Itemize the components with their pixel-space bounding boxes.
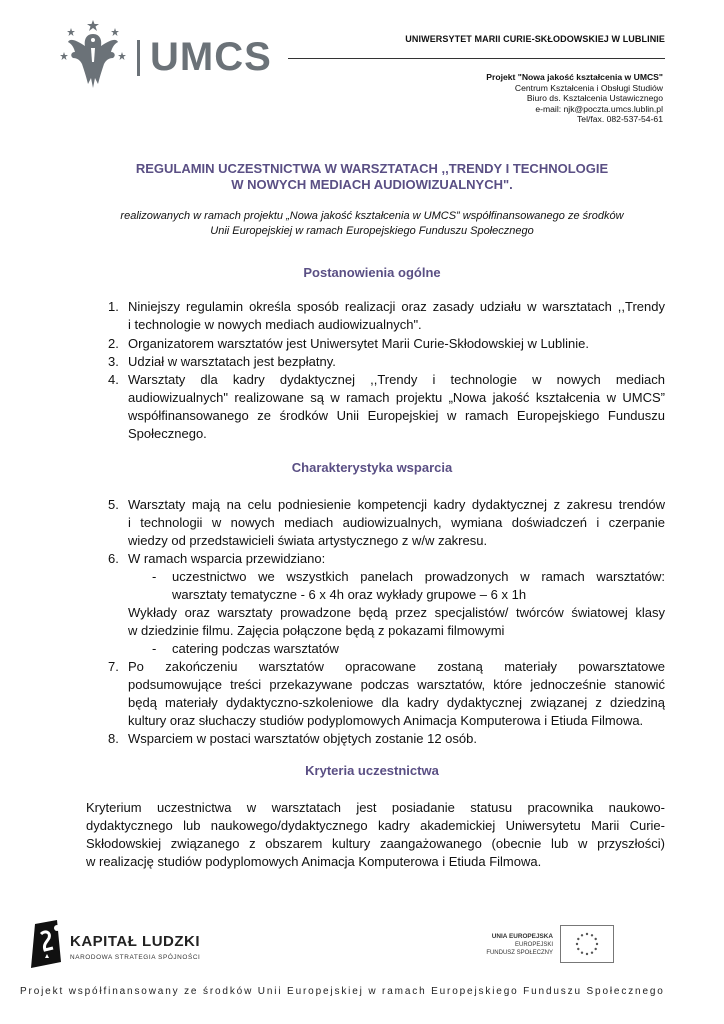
eu-label-line-1: UNIA EUROPEJSKA xyxy=(491,933,553,940)
item-6-dash1-line-1: uczestnictwo we wszystkich panelach prowadzonych w ramach warsztatów: xyxy=(172,569,665,584)
footer-note: Projekt współfinansowany ze środków Unii Europejskiej w ramach Europejskiego Funduszu Społecznego xyxy=(20,986,665,997)
eu-flag-icon xyxy=(560,925,614,963)
title-line-1: REGULAMIN UCZESTNICTWA W WARSZTATACH ,,TRENDY I TECHNOLOGIE xyxy=(135,161,609,176)
item-5-line-1: Warsztaty mają na celu podniesienie kompetencji kadry dydaktycznej z zakresu trendów xyxy=(128,497,665,512)
eu-label-line-2: EUROPEJSKI xyxy=(514,942,553,948)
item-number: 6. xyxy=(108,551,119,566)
item-6-intro: W ramach wsparcia przewidziano: xyxy=(128,551,326,566)
document-subtitle xyxy=(60,209,684,239)
item-5-line-2: i technologii w nowych mediach audiowizualnych, wymiana doświadczeń i czerpanie xyxy=(128,515,665,530)
section-heading-support: Charakterystyka wsparcia xyxy=(291,460,453,475)
item-7-line-1: Po zakończeniu warsztatów opracowane zostaną materiały powarsztatowe xyxy=(128,659,665,674)
section-heading-general: Postanowienia ogólne xyxy=(303,265,441,280)
item-number: 3. xyxy=(108,354,119,369)
item-7-line-2: podsumowujące treści przekazywane podczas warsztatów, które jednocześnie stanowić xyxy=(128,677,665,692)
criteria-line-2: dydaktycznego lub naukowego/dydaktycznego kadry akademickiej Uniwersytetu Marii Curie- xyxy=(86,818,665,833)
logo-divider xyxy=(137,40,140,76)
criteria-line-1: Kryterium uczestnictwa w warsztatach jest posiadanie statusu pracownika naukowo- xyxy=(86,800,665,815)
document-title xyxy=(60,161,684,193)
item-6-dash1-line-2: warsztaty tematyczne - 6 x 4h oraz wykłady grupowe – 6 x 1h xyxy=(172,587,527,602)
item-number: 7. xyxy=(108,659,119,674)
contact-email: e-mail: njk@poczta.umcs.lublin.pl xyxy=(535,103,663,114)
item-5-line-3: wiedzy od przedstawicieli świata artystycznego z w/w zakresu. xyxy=(128,533,488,548)
item-6-note-line-2: w dziedzinie filmu. Zajęcia połączone będą z pokazami filmowymi xyxy=(128,623,505,638)
header-rule xyxy=(288,58,665,59)
item-8-text: Wsparciem w postaci warsztatów objętych zostanie 12 osób. xyxy=(128,731,477,746)
contact-project: Projekt "Nowa jakość kształcenia w UMCS" xyxy=(486,72,663,82)
eu-label-line-3: FUNDUSZ SPOŁECZNY xyxy=(486,950,553,956)
item-4-line-4: Społecznego. xyxy=(128,426,207,441)
contact-phone: Tel/fax. 082-537-54-61 xyxy=(577,114,663,125)
item-number: 2. xyxy=(108,336,119,351)
item-3-text: Udział w warsztatach jest bezpłatny. xyxy=(128,354,336,369)
title-line-2: W NOWYCH MEDIACH AUDIOWIZUALNYCH". xyxy=(231,177,513,192)
item-1-line-2: i technologie w nowych mediach audiowizualnych". xyxy=(128,317,422,332)
item-7-line-3: będą materiały dydaktyczno-szkoleniowe dla kadry dydaktycznej związanej z dziedziną xyxy=(128,695,665,710)
item-number: 8. xyxy=(108,731,119,746)
item-6-note-line-1: Wykłady oraz warsztaty prowadzone będą przez specjalistów/ twórców światowej klasy xyxy=(128,605,665,620)
subtitle-line-2: Unii Europejskiej w ramach Europejskiego Funduszu Społecznego xyxy=(210,225,534,237)
umcs-logo-text: UMCS xyxy=(150,35,272,79)
contact-office: Biuro ds. Kształcenia Ustawicznego xyxy=(526,93,663,104)
item-number: 5. xyxy=(108,497,119,512)
university-name: UNIWERSYTET MARII CURIE-SKŁODOWSKIEJ W LUBLINIE xyxy=(405,34,665,44)
item-2-text: Organizatorem warsztatów jest Uniwersytet Marii Curie-Skłodowskiej w Lublinie. xyxy=(128,336,589,351)
item-6-dash2: catering podczas warsztatów xyxy=(172,641,339,656)
item-7-line-4: kultury oraz słuchaczy studiów podyplomowych Animacja Komputerowa i Etiuda Filmowa. xyxy=(128,713,644,728)
dash-bullet: - xyxy=(152,569,157,584)
item-4-line-2: audiowizualnych" realizowane są w ramach projektu „Nowa jakość kształcenia w UMCS” xyxy=(128,390,665,405)
section-heading-criteria: Kryteria uczestnictwa xyxy=(305,763,439,778)
kapital-ludzki-subtitle: NARODOWA STRATEGIA SPÓJNOŚCI xyxy=(70,954,201,961)
item-1-line-1: Niniejszy regulamin określa sposób realizacji oraz zasady udziału w warsztatach ,,Trendy xyxy=(128,299,665,314)
umcs-eagle-logo-icon xyxy=(58,18,128,90)
kapital-ludzki-title: KAPITAŁ LUDZKI xyxy=(70,933,201,950)
item-number: 1. xyxy=(108,299,119,314)
item-4-line-3: współfinansowanego ze środków Unii Europejskiej w ramach Europejskiego Funduszu xyxy=(128,408,665,423)
kapital-ludzki-logo-icon xyxy=(27,918,67,972)
item-number: 4. xyxy=(108,372,119,387)
eu-label xyxy=(469,933,553,957)
dash-bullet: - xyxy=(152,641,157,656)
contact-centre: Centrum Kształcenia i Obsługi Studiów xyxy=(514,82,663,93)
criteria-line-4: w realizację studiów podyplomowych Animacja Komputerowa i Etiuda Filmowa. xyxy=(86,854,542,869)
contact-block xyxy=(486,72,663,125)
subtitle-line-1: realizowanych w ramach projektu „Nowa jakość kształcenia w UMCS” współfinansowanego ze środków xyxy=(120,210,624,222)
item-4-line-1: Warsztaty dla kadry dydaktycznej ,,Trendy i technologie w nowych mediach xyxy=(128,372,665,387)
criteria-line-3: Skłodowskiej związanego z obszarem kultury zaangażowanego (obecnie lub w przyszłości) xyxy=(86,836,665,851)
